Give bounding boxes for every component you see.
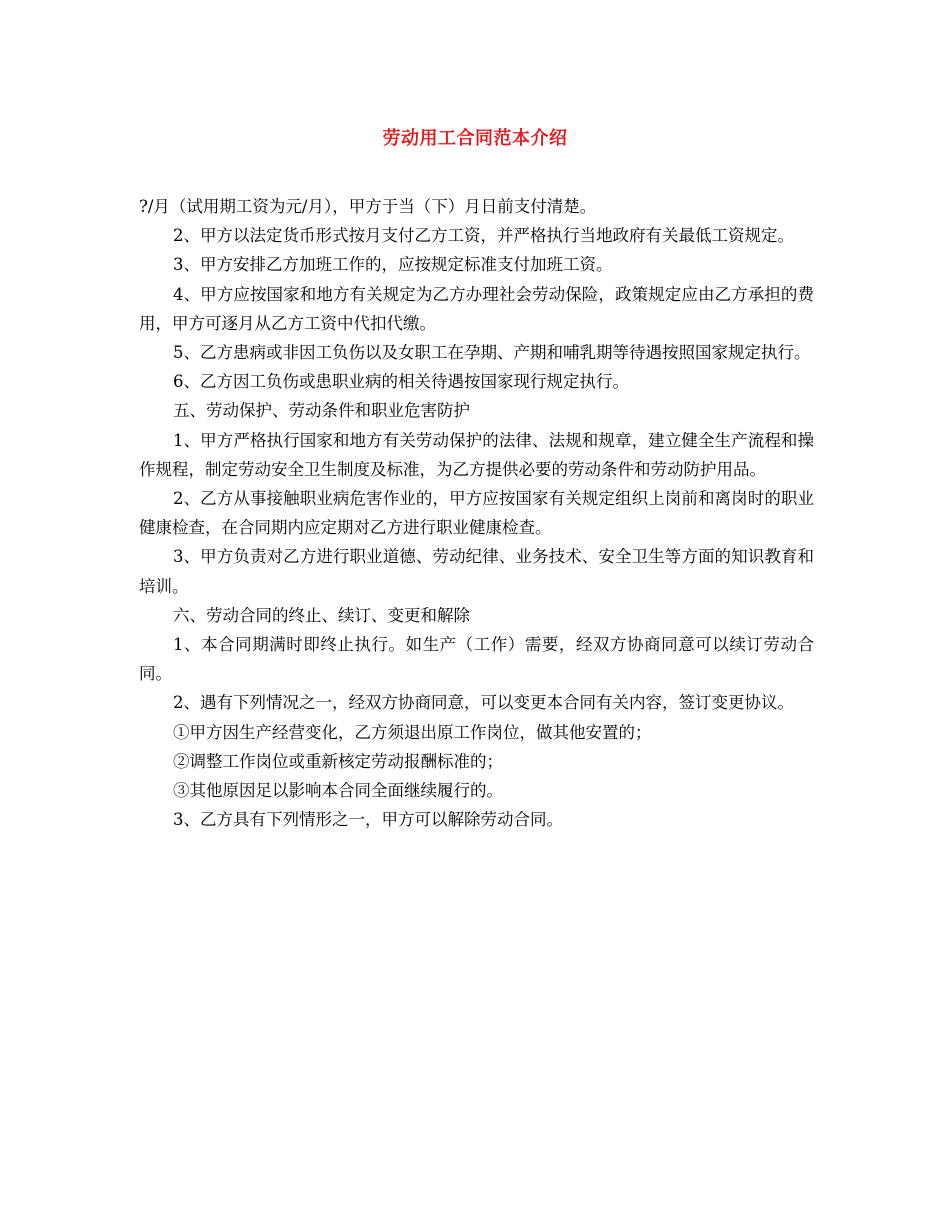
paragraph: 1、甲方严格执行国家和地方有关劳动保护的法律、法规和规章，建立健全生产流程和操作规程，制定劳动安全卫生制度及标准，为乙方提供必要的劳动条件和劳动防护用品。 <box>139 430 814 479</box>
paragraph: 2、乙方从事接触职业病危害作业的，甲方应按国家有关规定组织上岗前和离岗时的职业健康检查，在合同期内应定期对乙方进行职业健康检查。 <box>139 489 814 538</box>
document-body <box>139 192 814 834</box>
paragraph: 2、遇有下列情况之一，经双方协商同意，可以变更本合同有关内容，签订变更协议。 <box>173 693 794 713</box>
paragraph: 1、本合同期满时即终止执行。如生产（工作）需要，经双方协商同意可以续订劳动合同。 <box>139 635 814 684</box>
paragraph: 6、乙方因工负伤或患职业病的相关待遇按国家现行规定执行。 <box>173 372 629 392</box>
paragraph: 五、劳动保护、劳动条件和职业危害防护 <box>173 401 470 421</box>
document-title: 劳动用工合同范本介绍 <box>382 128 568 149</box>
paragraph: ①甲方因生产经营变化，乙方须退出原工作岗位，做其他安置的； <box>173 722 652 742</box>
paragraph: 3、甲方安排乙方加班工作的，应按规定标准支付加班工资。 <box>173 255 613 275</box>
paragraph: 六、劳动合同的终止、续订、变更和解除 <box>173 605 470 625</box>
paragraph: ?/月（试用期工资为元/月），甲方于当（下）月日前支付清楚。 <box>139 197 597 216</box>
paragraph: 3、乙方具有下列情形之一，甲方可以解除劳动合同。 <box>173 810 563 830</box>
paragraph: 3、甲方负责对乙方进行职业道德、劳动纪律、业务技术、安全卫生等方面的知识教育和培训。 <box>139 547 814 596</box>
paragraph: ③其他原因足以影响本合同全面继续履行的。 <box>173 781 503 801</box>
paragraph: 2、甲方以法定货币形式按月支付乙方工资，并严格执行当地政府有关最低工资规定。 <box>173 226 794 246</box>
paragraph: 5、乙方患病或非因工负伤以及女职工在孕期、产期和哺乳期等待遇按照国家规定执行。 <box>173 343 811 363</box>
paragraph: ②调整工作岗位或重新核定劳动报酬标准的； <box>173 751 503 771</box>
paragraph: 4、甲方应按国家和地方有关规定为乙方办理社会劳动保险，政策规定应由乙方承担的费用，甲方可逐月从乙方工资中代扣代缴。 <box>139 284 814 333</box>
